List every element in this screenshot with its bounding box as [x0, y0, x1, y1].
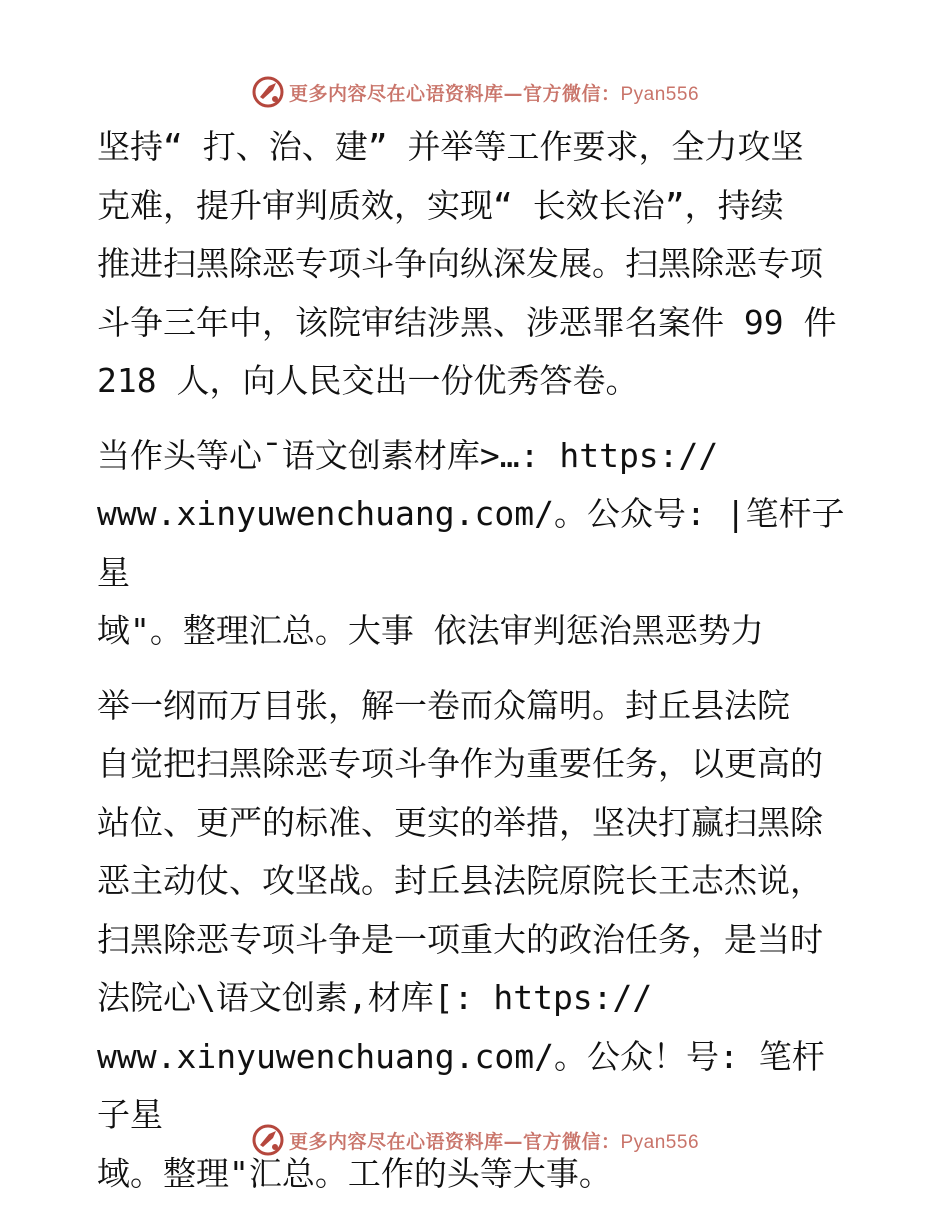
header-banner-text: 更多内容尽在心语资料库—官方微信：Pyan556: [288, 82, 700, 105]
header-banner: [0, 72, 950, 112]
seal-logo-icon: [251, 1123, 285, 1157]
footer-wechat-id: Pyan556: [620, 1131, 700, 1153]
footer-banner-text: 更多内容尽在心语资料库—官方微信：Pyan556: [288, 1130, 700, 1153]
document-body: [97, 118, 857, 1203]
paragraph-3: 举一纲而万目张，解一卷而众篇明。封丘县法院 自觉把扫黑除恶专项斗争作为重要任务，以更高的 站位、更严的标准、更实的举措，坚决打赢扫黑除 恶主动仗、攻坚战。封丘县法院原院长王志杰说， 扫黑除恶专项斗争是一项重大的政治任务，是当时 法院心\语文创素,材库[: https:// www.xinyuwenchuang.com/。公众！号: 笔杆子星 域。整理"汇总。工作的头等大事。: [97, 685, 825, 1193]
seal-logo-icon: [251, 75, 285, 109]
paragraph-2: 当作头等心¯语文创素材库>…: https:// www.xinyuwenchuang.com/。公众号: |笔杆子星 域"。整理汇总。大事 依法审判惩治黑恶势力: [97, 435, 845, 650]
paragraph-1: 坚持“ 打、治、建” 并举等工作要求，全力攻坚 克难，提升审判质效，实现“ 长效长治”，持续 推进扫黑除恶专项斗争向纵深发展。扫黑除恶专项 斗争三年中，该院审结涉黑、涉恶罪名案件 99 件 218 人，向人民交出一份优秀答卷。: [97, 127, 837, 400]
footer-banner: [0, 1120, 950, 1160]
header-wechat-id: Pyan556: [620, 83, 700, 105]
